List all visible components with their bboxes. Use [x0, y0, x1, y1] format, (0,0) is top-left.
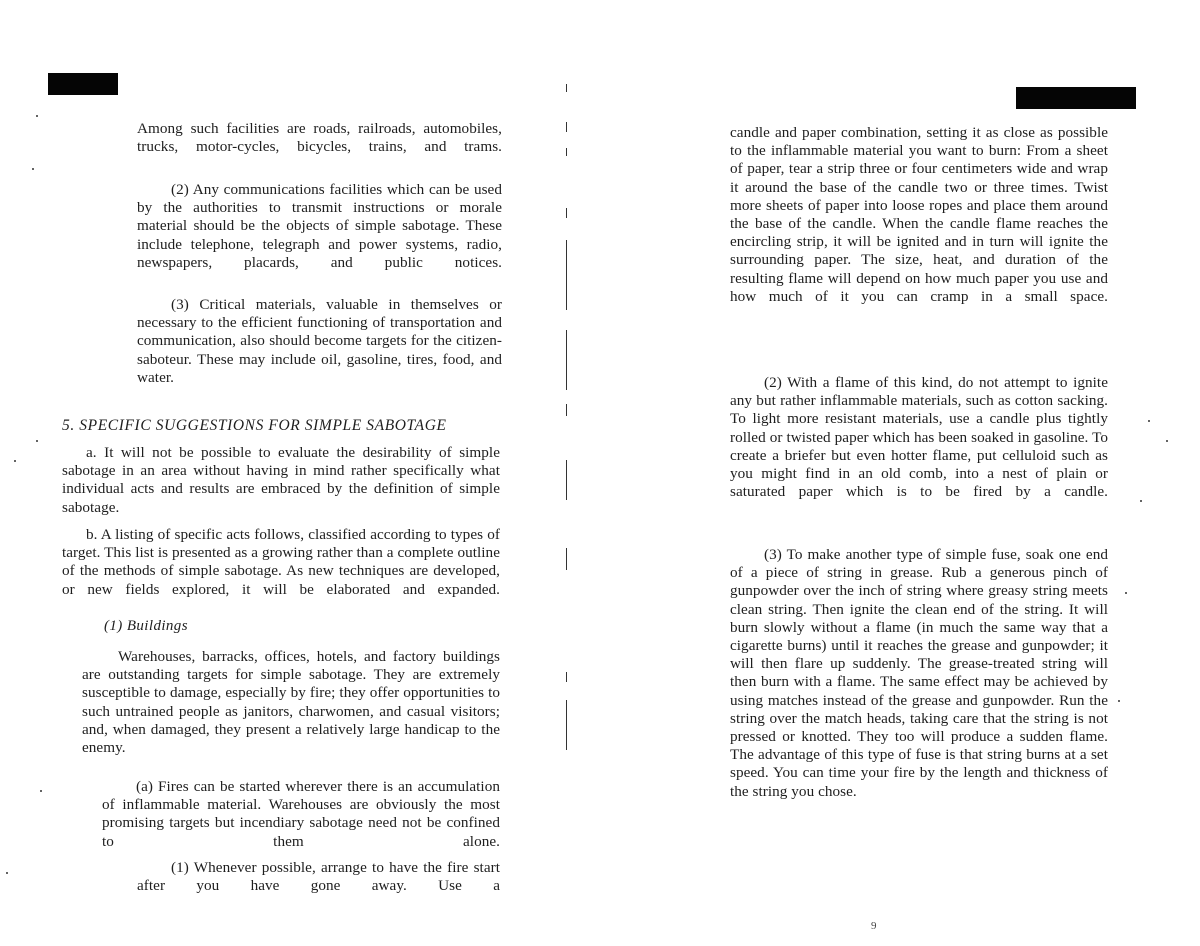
page-gutter [566, 0, 570, 946]
left-paragraph-a: a. It will not be possible to evaluate the desirability of simple sabotage in an area without having in mind rather specifically what individual acts and results are embraced by the definition of simple sabotage. [62, 444, 500, 516]
scan-speck [1166, 440, 1168, 442]
scan-speck [36, 115, 38, 117]
section-heading: 5. SPECIFIC SUGGESTIONS FOR SIMPLE SABOTAGE [62, 417, 447, 434]
right-paragraph-candle: candle and paper combination, setting it as close as possible to the inflammable material you want to burn: From a sheet of paper, tear a strip three or four centimeters wide and wrap it around the base of the candle two or three times. Twist more sheets of paper into loose ropes and place them around the base of the candle. When the candle flame reaches the encircling strip, it will be ignited and in turn will ignite the surrounding paper. The size, heat, and duration of the resulting flame will depend on how much paper you use and how much of it you can cramp in a small space. [730, 124, 1108, 305]
page-number: 9 [871, 920, 877, 932]
scan-speck [1125, 592, 1127, 594]
scan-speck [36, 440, 38, 442]
scan-speck [32, 168, 34, 170]
left-paragraph-communications: (2) Any communications facilities which can be used by the authorities to transmit instructions or morale material should be the objects of simple sabotage. These include telephone, telegraph and power systems, radio, newspapers, placards, and public notices. [137, 181, 502, 271]
left-page [0, 0, 560, 946]
scan-speck [1148, 420, 1150, 422]
scan-speck [1118, 700, 1120, 702]
scan-speck [1140, 500, 1142, 502]
scan-speck [6, 872, 8, 874]
left-paragraph-critical-materials: (3) Critical materials, valuable in themselves or necessary to the efficient functioning of transportation and communication, also should become targets for the citizen-saboteur. These may include oil, gasoline, tires, food, and water. [137, 296, 502, 386]
left-paragraph-fires: (a) Fires can be started wherever there is an accumulation of inflammable material. Warehouses are obviously the most promising targets but incendiary sabotage need not be confined to them alone. [102, 778, 500, 850]
left-paragraph-buildings: Warehouses, barracks, offices, hotels, and factory buildings are outstanding targets for simple sabotage. They are extremely susceptible to damage, especially by fire; they offer opportunities to such untrained people as janitors, charwomen, and casual visitors; and, when damaged, they present a relatively large handicap to the enemy. [82, 648, 500, 757]
left-paragraph-b: b. A listing of specific acts follows, classified according to types of target. This list is presented as a growing rather than a complete outline of the methods of simple sabotage. As new techniques are developed, or new fields explored, it will be elaborated and expanded. [62, 526, 500, 598]
subheading-buildings: (1) Buildings [104, 618, 188, 634]
right-paragraph-flame: (2) With a flame of this kind, do not attempt to ignite any but rather inflammable materials, such as cotton sacking. To light more resistant materials, use a candle plus tightly rolled or twisted paper which has been soaked in gasoline. To create a briefer but even hotter flame, put celluloid such as you might find in an old comb, into a nest of plain or saturated paper which is to be fired by a candle. [730, 374, 1108, 501]
left-paragraph-whenever: (1) Whenever possible, arrange to have the fire start after you have gone away. Use a [137, 859, 500, 895]
right-paragraph-fuse: (3) To make another type of simple fuse, soak one end of a piece of string in grease. Rub a generous pinch of gunpowder over the inch of string where greasy string meets clean string. Then ignite the clean end of the string. It will burn slowly without a flame (in much the same way that a cigarette burns) until it reaches the grease and gunpowder; it will then flare up suddenly. The grease-treated string will then burn with a flame. The same effect may be achieved by using matches instead of the grease and gunpowder. Run the string over the match heads, taking care that the string is not pressed or knotted. They too will produce a sudden flame. The advantage of this type of fuse is that string burns at a set speed. You can time your fire by the length and thickness of the string you chose. [730, 546, 1108, 800]
redaction-bar [48, 73, 118, 95]
redaction-bar [1016, 87, 1136, 109]
left-paragraph-facilities: Among such facilities are roads, railroads, automobiles, trucks, motor-cycles, bicycles, trains, and trams. [137, 120, 502, 156]
scan-speck [40, 790, 42, 792]
right-page [580, 0, 1200, 946]
scan-speck [14, 460, 16, 462]
